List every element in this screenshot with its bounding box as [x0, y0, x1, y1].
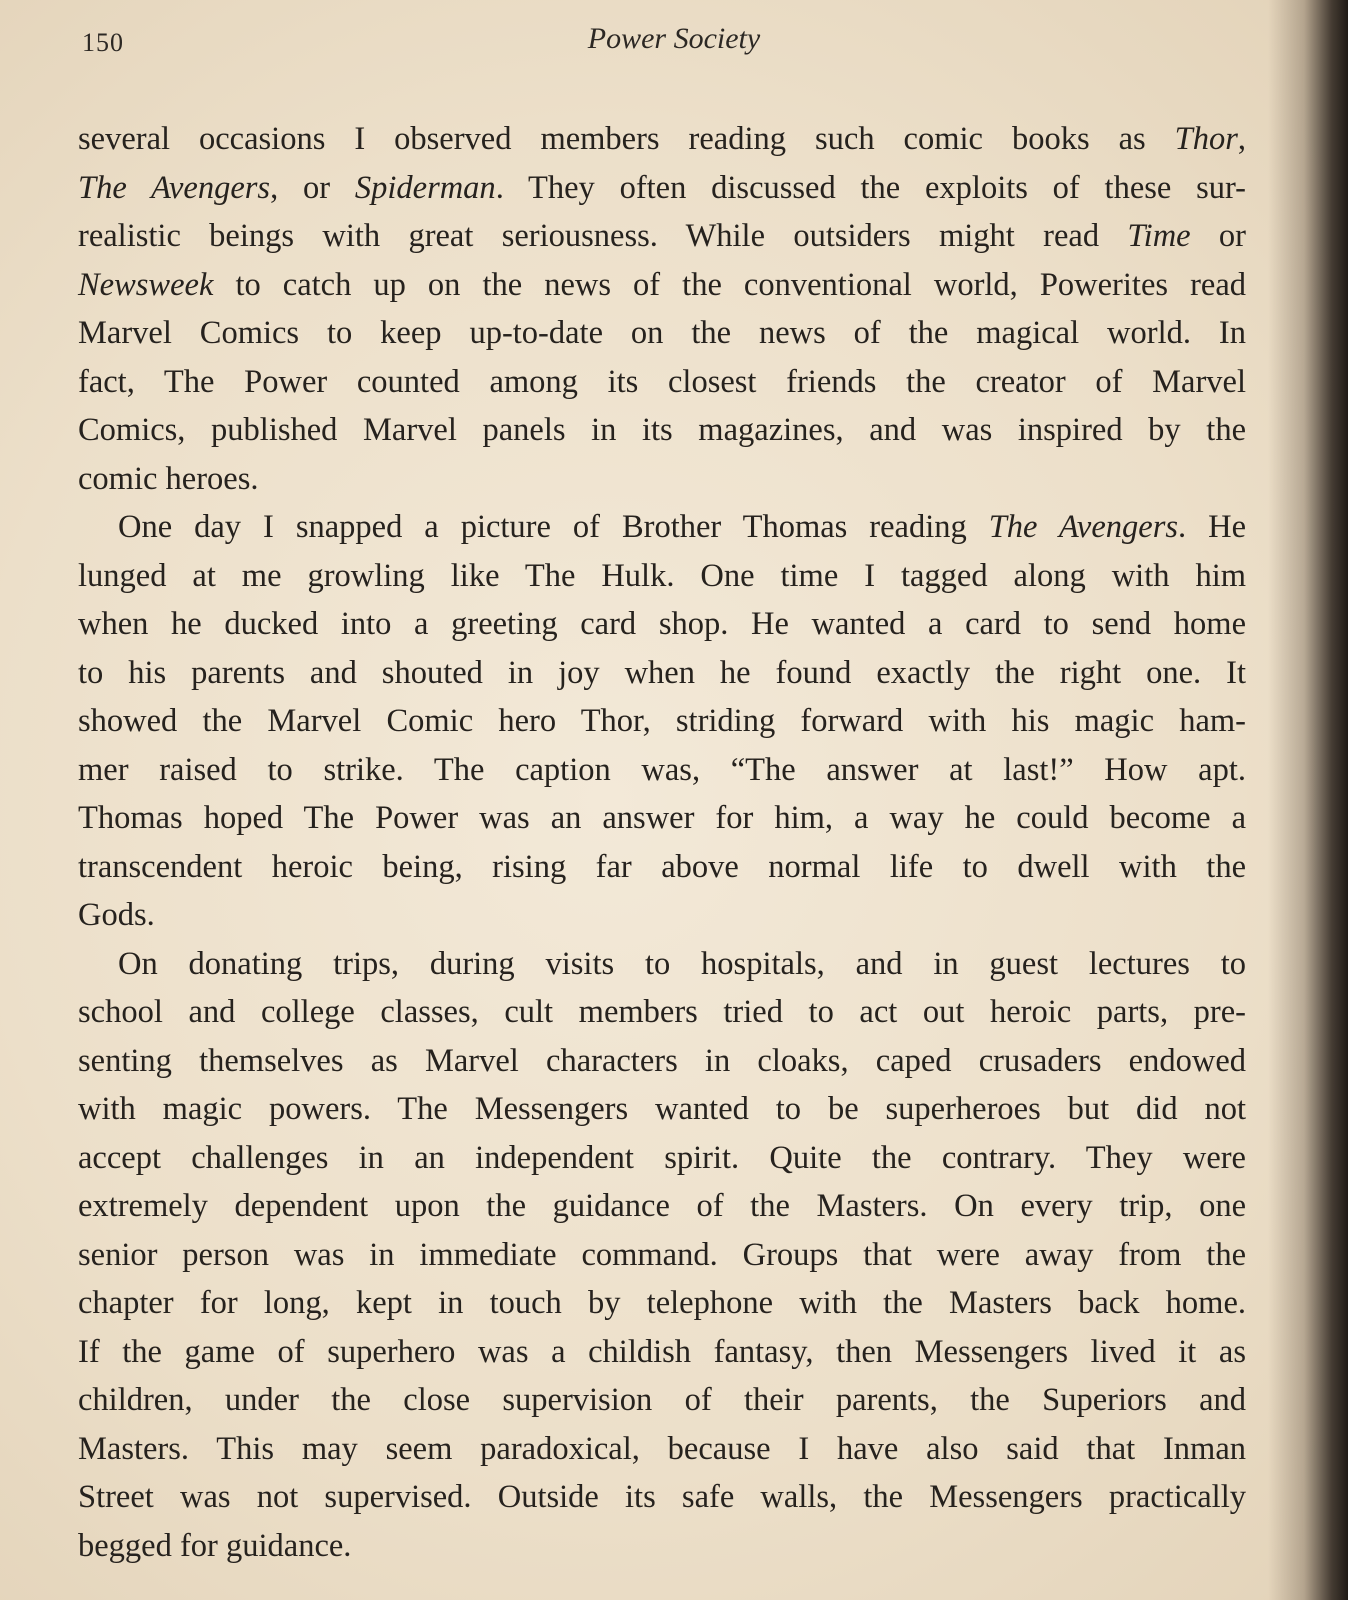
text-line: transcendent heroic being, rising far above normal life to dwell with the [78, 848, 1246, 885]
italic-title: The Avengers [78, 169, 271, 206]
paragraph-end-line: begged for guidance. [78, 1527, 352, 1564]
paragraph-start-line: On donating trips, during visits to hospitals, and in guest lectures to [118, 945, 1246, 982]
text-line: fact, The Power counted among its closest friends the creator of Marvel [78, 363, 1246, 400]
text-line: Newsweek to catch up on the news of the conventional world, Powerites read [78, 266, 1246, 303]
text-line: Thomas hoped The Power was an answer for him, a way he could become a [78, 800, 1246, 836]
text-line: lunged at me growling like The Hulk. One time I tagged along with him [78, 557, 1246, 594]
running-head: Power Society [587, 22, 761, 55]
paragraph-end-line: Gods. [78, 897, 155, 933]
text-line: Marvel Comics to keep up-to-date on the news of the magical world. In [78, 315, 1246, 351]
italic-title: Newsweek [78, 266, 214, 303]
italic-title: The Avengers [988, 509, 1179, 545]
text-line: school and college classes, cult members tried to act out heroic parts, pre- [78, 994, 1246, 1030]
text-line: extremely dependent upon the guidance of the Masters. On every trip, one [78, 1188, 1246, 1224]
text-line: children, under the close supervision of their parents, the Superiors and [78, 1382, 1246, 1418]
text-line: If the game of superhero was a childish fantasy, then Messengers lived it as [78, 1333, 1246, 1370]
text-line: The Avengers, or Spiderman. They often discussed the exploits of these sur- [78, 169, 1246, 206]
text-line: realistic beings with great seriousness. While outsiders might read Time or [78, 218, 1246, 254]
italic-title: Spiderman [354, 169, 496, 206]
text-line: Masters. This may seem paradoxical, because I have also said that Inman [78, 1430, 1246, 1467]
italic-title: Time [1127, 218, 1191, 254]
text-line: Comics, published Marvel panels in its magazines, and was inspired by the [78, 412, 1246, 448]
text-line: with magic powers. The Messengers wanted to be superheroes but did not [78, 1091, 1246, 1127]
text-line: several occasions I observed members reading such comic books as Thor, [78, 121, 1246, 157]
page-number: 150 [82, 28, 124, 57]
text-line: senior person was in immediate command. Groups that were away from the [78, 1236, 1246, 1273]
text-line: mer raised to strike. The caption was, “The answer at last!” How apt. [78, 751, 1246, 788]
text-line: Street was not supervised. Outside its safe walls, the Messengers practically [78, 1479, 1246, 1515]
paragraph-start-line: One day I snapped a picture of Brother Thomas reading The Avengers. He [118, 509, 1247, 545]
text-line: when he ducked into a greeting card shop. He wanted a card to send home [78, 606, 1246, 642]
paragraph-end-line: comic heroes. [78, 460, 259, 497]
binding-gutter-shadow [1268, 0, 1348, 1600]
body-text [78, 115, 1246, 1570]
italic-title: Thor [1174, 121, 1238, 157]
text-line: chapter for long, kept in touch by telephone with the Masters back home. [78, 1285, 1246, 1321]
text-line: to his parents and shouted in joy when he found exactly the right one. It [78, 654, 1246, 691]
page-header [0, 22, 1348, 62]
text-line: accept challenges in an independent spirit. Quite the contrary. They were [78, 1139, 1246, 1176]
text-line: senting themselves as Marvel characters in cloaks, caped crusaders endowed [78, 1042, 1246, 1079]
text-line: showed the Marvel Comic hero Thor, striding forward with his magic ham- [78, 703, 1246, 739]
